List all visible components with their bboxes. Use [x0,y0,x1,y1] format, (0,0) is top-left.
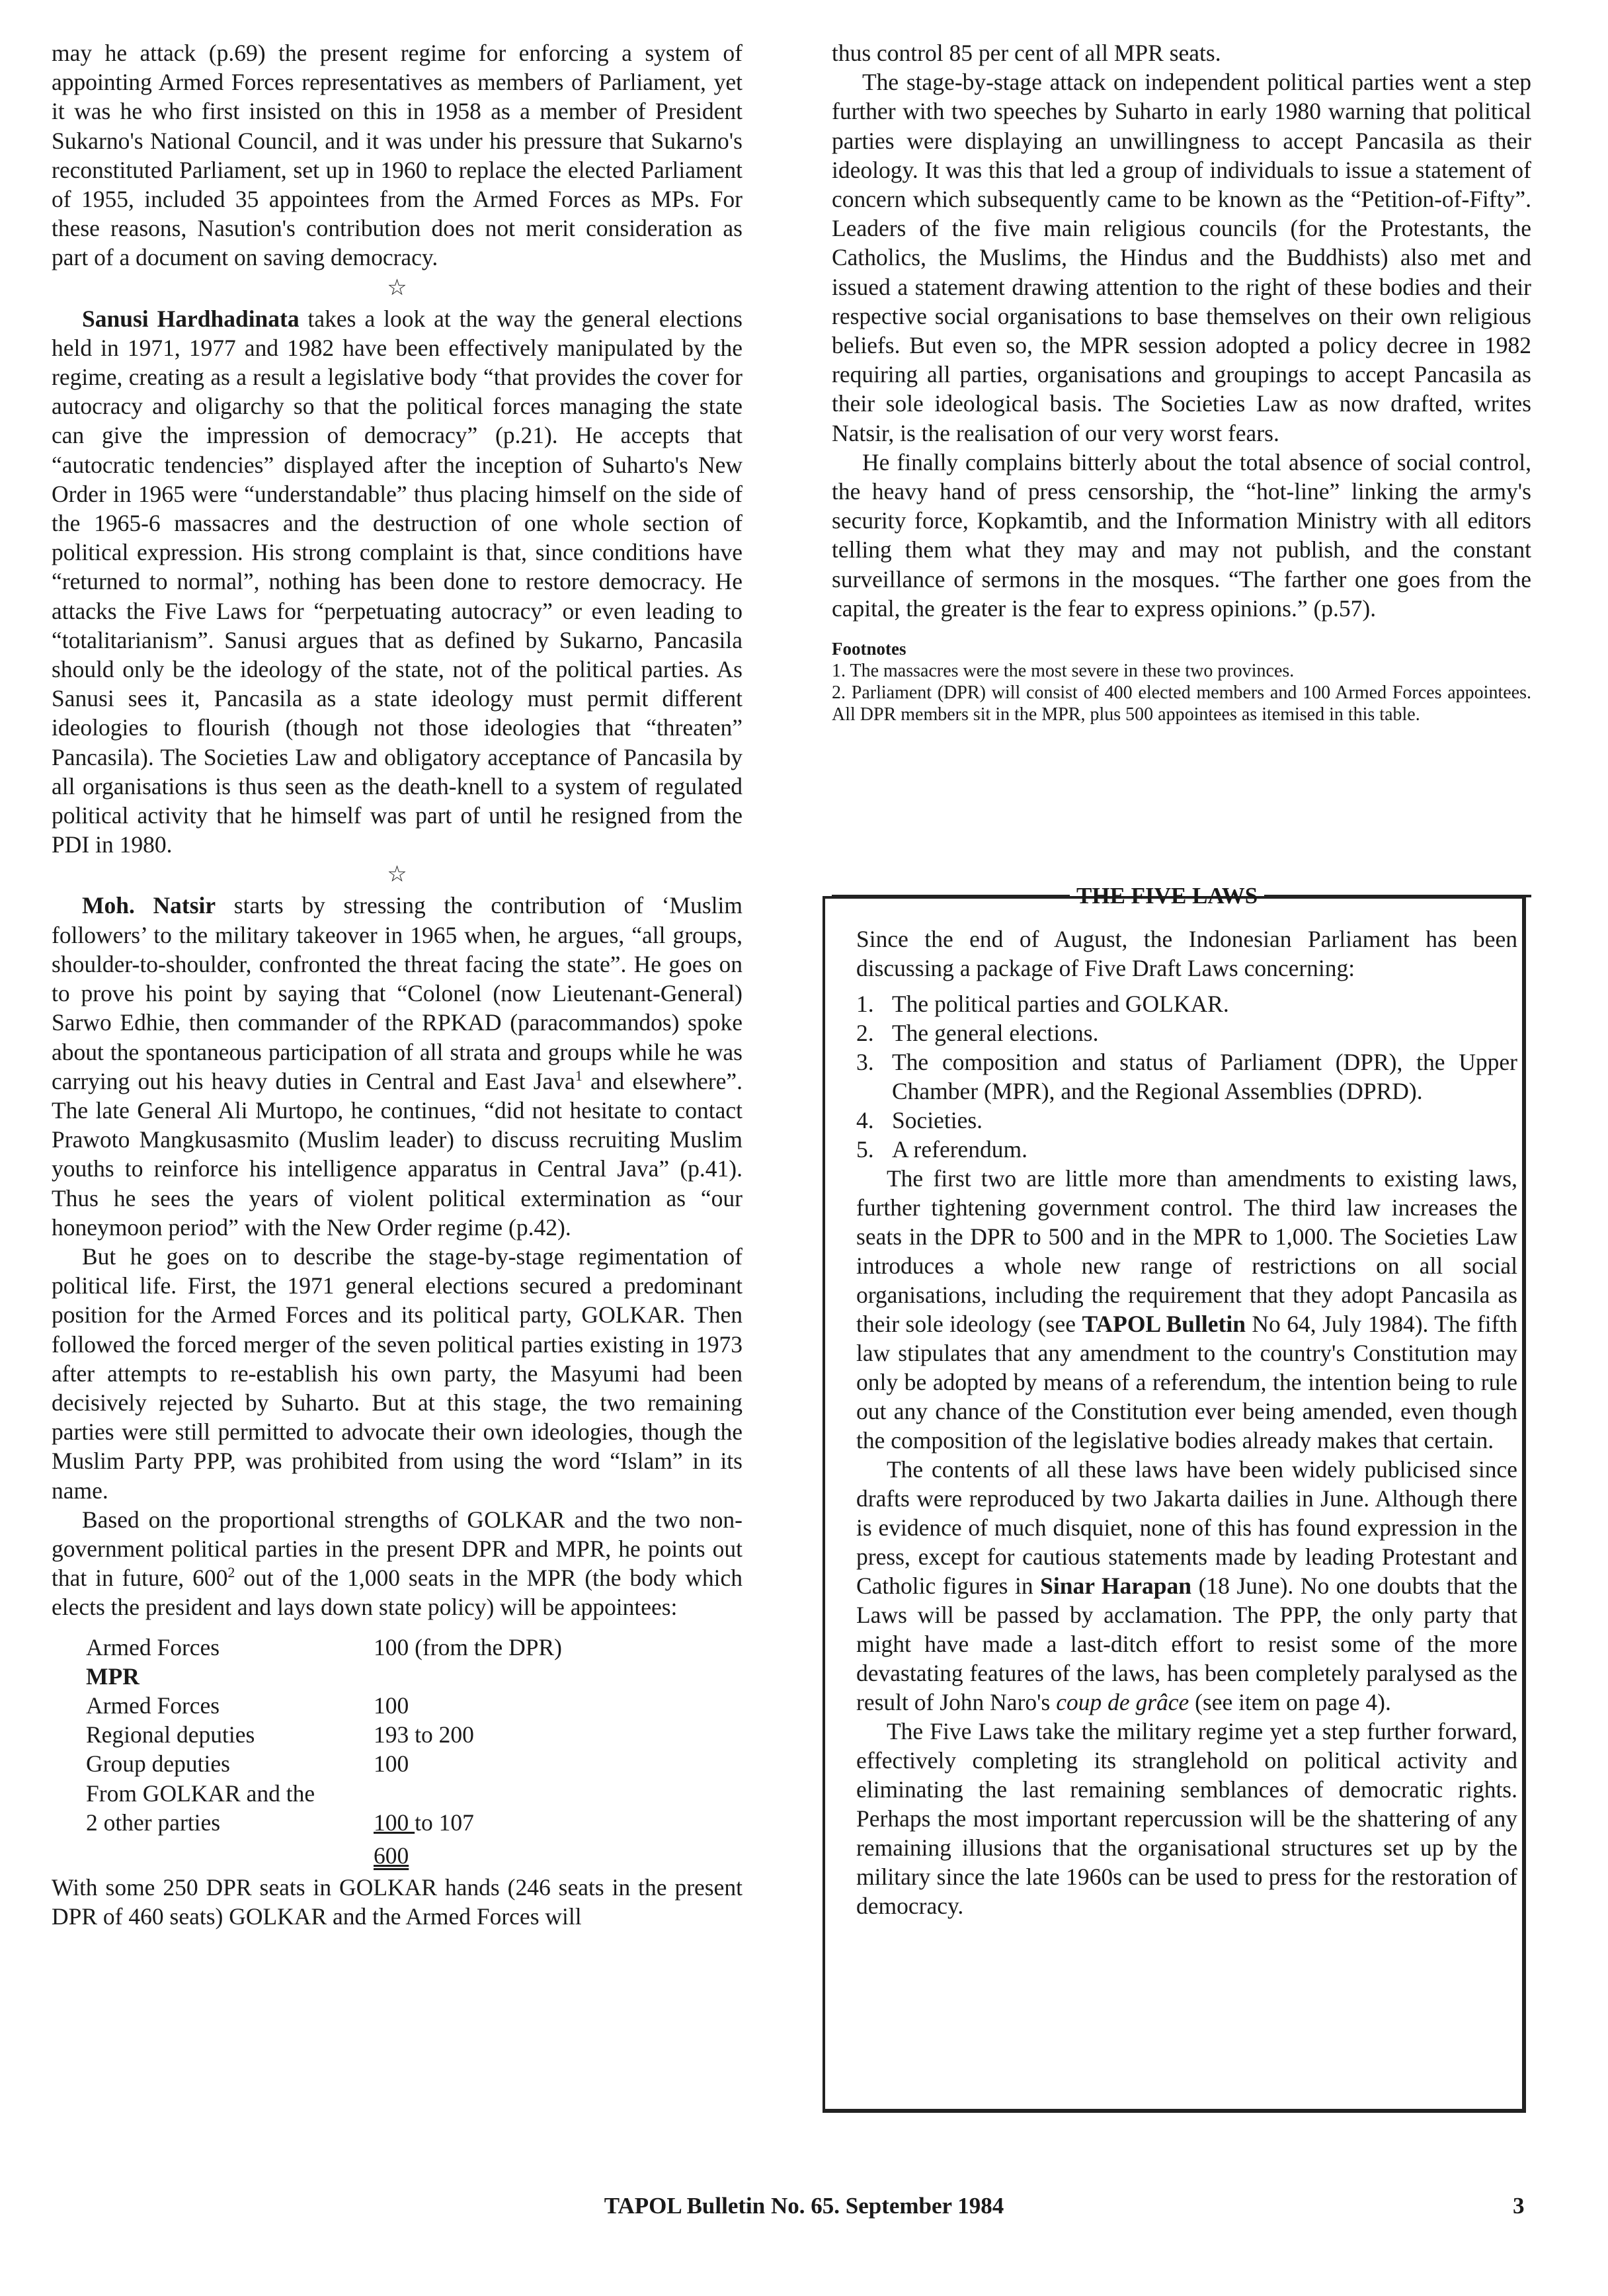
paragraph-proportional: Based on the proportional strengths of GOLKAR and the two non-government political parties in the present DPR and MPR, he points out that in future, $600^2$ out of the 1,000 seats in the MPR (the body which elects the president and lays down state policy) will be appointees: [52,1506,743,1621]
footnote-ref-2: 2 [227,1564,235,1581]
author-name-natsir: Moh. Natsir [82,892,216,919]
mpr-seat-table [86,1633,562,1871]
title-rule-right [1264,895,1531,897]
table-row: 2 other parties 100 to 107 [86,1809,474,1836]
table-row: Regional deputies 193 to 200 [86,1721,474,1748]
publication-ref-tapol: TAPOL Bulletin [1082,1311,1246,1337]
paragraph-publicised: The contents of all these laws have been widely publicised since drafts were reproduced by two Jakarta dailies in June. Although there is evidence of much disquiet, none of this has found expression in the press, except for cautious statements made by leading Protestant and Catholic figures in Sinar Harapan (18 June). No one doubts that the Laws will be passed by acclamation. The PPP, the only party that might have made a last-ditch effort to resist some of the more devastating features of the laws, has been completely paralysed as the result of John Naro's coup de grâce (see item on page 4). [856,1456,1517,1715]
paragraph-85-percent: thus control 85 per cent of all MPR seats. [832,40,1221,66]
table-row: Armed Forces 100 [86,1692,409,1719]
star-separator-2: ☆ [387,862,407,887]
table-row: MPR [86,1662,140,1690]
paragraph-stranglehold: The Five Laws take the military regime yet a step further forward, effectively completing its stranglehold on political activity and eliminating the last remaining semblances of democratic rights. Perhaps the most important repercussion will be the shattering of any remaining illusions that the organisational structures set up by the military since the late 1960s can be used to press for the restoration of democracy. [856,1718,1517,1919]
footnote-2: 2. Parliament (DPR) will consist of 400 elected members and 100 Armed Forces appointees. All DPR members sit in the MPR, plus 500 appointees as itemised in this table. [832,682,1531,725]
right-column [832,38,1531,725]
author-name-sanusi: Sanusi Hardhadinata [82,305,300,332]
table-row: From GOLKAR and the [86,1780,315,1807]
list-item: 4. Societies. [856,1107,983,1133]
table-total-row [86,1837,562,1870]
footnotes-title: Footnotes [832,639,906,659]
left-column [52,38,743,1932]
paragraph-censorship: He finally complains bitterly about the total absence of social control, the heavy hand of press censorship, the “hot-line” linking the army's security force, Kopkamtib, and the Information Ministry with all editors telling them what they may and may not publish, and the constant surveillance of sermons in the mosques. “The farther one goes from the capital, the greater is the fear to express opinions.” (p.57). [832,448,1531,622]
five-laws-intro: Since the end of August, the Indonesian Parliament has been discussing a package of Five Draft Laws concerning: [856,926,1517,981]
table-total: 600 [374,1842,409,1869]
footnote-ref-1: 1 [575,1067,583,1084]
paragraph-nasution-end: may he attack (p.69) the present regime for enforcing a system of appointing Armed Forces representatives as members of Parliament, yet it was he who first insisted on this in 1958 as a member of President Sukarno's National Council, and it was under his pressure that Sukarno's reconstituted Parliament, set up in 1960 to replace the elected Parliament of 1955, included 35 appointees from the Armed Forces as MPs. For these reasons, Nasution's contribution does not merit consideration as part of a document on saving democracy. [52,40,743,271]
list-item: 1. The political parties and GOLKAR. [856,991,1229,1017]
list-item: 5. A referendum. [856,1136,1028,1163]
five-laws-body [856,924,1517,1920]
paragraph-regimentation: But he goes on to describe the stage-by-stage regimentation of political life. First, the 1971 general elections secured a predominant position for the Armed Forces and its political party, GOLKAR. Then followed the forced merger of the seven political parties existing in 1973 after attempts to re-establish his own party, the Masyumi had been decisively rejected by Suharto. But at this stage, the two remaining parties were still permitted to advocate their own ideologies, though the Muslim Party PPP, was prohibited from using the word “Islam” in its name. [52,1243,743,1504]
table-row: Armed Forces 100 (from the DPR) [86,1633,562,1660]
star-separator-1: ☆ [387,275,407,300]
paragraph-golkar-seats: With some 250 DPR seats in GOLKAR hands (246 seats in the present DPR of 460 seats) GOLKAR and the Armed Forces will [52,1874,743,1930]
five-laws-title: THE FIVE LAWS [1076,883,1258,909]
paragraph-natsir: Moh. Natsir starts by stressing the contribution of ‘Muslim followers’ to the military takeover in 1965 when, he argues, “all groups, shoulder-to-shoulder, confronted the threat facing the state”. He goes on to prove his point by saying that “Colonel (now Lieutenant-General) Sarwo Edhie, then commander of the RPKAD (paracommandos) spoke about the spontaneous participation of all strata and groups while he was carrying out his heavy duties in Central and East Java$^1$ and elsewhere”. The late General Ali Murtopo, he continues, “did not hesitate to contact Prawoto Mangkusasmito (Muslim leader) to discuss recruiting Muslim youths to reinforce his intelligence apparatus in Central Java” (p.41). Thus he sees the years of violent political extermination as “our honeymoon period” with the New Order regime (p.42). [52,892,743,1241]
footnote-1: 1. The massacres were the most severe in these two provinces. [832,661,1295,682]
five-laws-list [856,989,1517,1164]
paragraph-first-two-laws: The first two are little more than amendments to existing laws, further tightening government control. The third law increases the seats in the DPR to 500 and in the MPR to 1,000. The Societies Law introduces a whole new range of restrictions on all social organisations, including the requirement that they adopt Pancasila as their sole ideology (see TAPOL Bulletin No 64, July 1984). The fifth law stipulates that any amendment to the country's Constitution may only be adopted by means of a referendum, the intention being to rule out any chance of the Constitution ever being amended, even though the composition of the legislative bodies already makes that certain. [856,1165,1518,1454]
list-item: 3. The composition and status of Parliament (DPR), the Upper Chamber (MPR), and the Regional Assemblies (DPRD). [856,1049,1517,1104]
page-number: 3 [1513,2193,1525,2219]
five-laws-title-bar [832,882,1531,911]
title-rule-left [832,895,1070,897]
footer-publication: TAPOL Bulletin No. 65. September 1984 [604,2193,1004,2219]
publication-ref-sinar: Sinar Harapan [1040,1573,1192,1599]
paragraph-sanusi: Sanusi Hardhadinata takes a look at the way the general elections held in 1971, 1977 and 1982 have been effectively manipulated by the regime, creating as a result a legislative body “that provides the cover for autocracy and oligarchy so that the political forces managing the state can give the impression of democracy” (p.21). He accepts that “autocratic tendencies” displayed after the inception of Suharto's New Order in 1965 were “understandable” thus placing himself on the side of the 1965-6 massacres and the destruction of one whole section of political expression. His strong complaint is that, since conditions have “returned to normal”, nothing has been done to restore democracy. He attacks the Five Laws for “perpetuating autocracy” or even leading to “totalitarianism”. Sanusi argues that as defined by Sukarno, Pancasila should only be the ideology of the state, not of the political parties. As Sanusi sees it, Pancasila as a state ideology must permit different ideologies to flourish (though not those ideologies that “threaten” Pancasila). The Societies Law and obligatory acceptance of Pancasila by all organisations is thus seen as the death-knell to a system of regulated political activity that he himself was part of until he resigned from the PDI in 1980. [52,305,743,858]
list-item: 2. The general elections. [856,1020,1099,1046]
table-row: Group deputies 100 [86,1750,409,1778]
paragraph-petition: The stage-by-stage attack on independent political parties went a step further with two speeches by Suharto in early 1980 warning that political parties were displaying an unwillingness to accept Pancasila as their ideology. It was this that led a group of individuals to issue a statement of concern which subsequently came to be known as the “Petition-of-Fifty”. Leaders of the five main religious councils (for the Protestants, the Catholics, the Muslims, the Hindus and the Buddhists) also met and issued a statement drawing attention to the right of these bodies and their respective social organisations to base themselves on their own religious beliefs. But even so, the MPR session adopted a policy decree in 1982 requiring all parties, organisations and groupings to accept Pancasila as their sole ideological basis. The Societies Law as now drafted, writes Natsir, is the realisation of our very worst fears. [832,69,1531,446]
